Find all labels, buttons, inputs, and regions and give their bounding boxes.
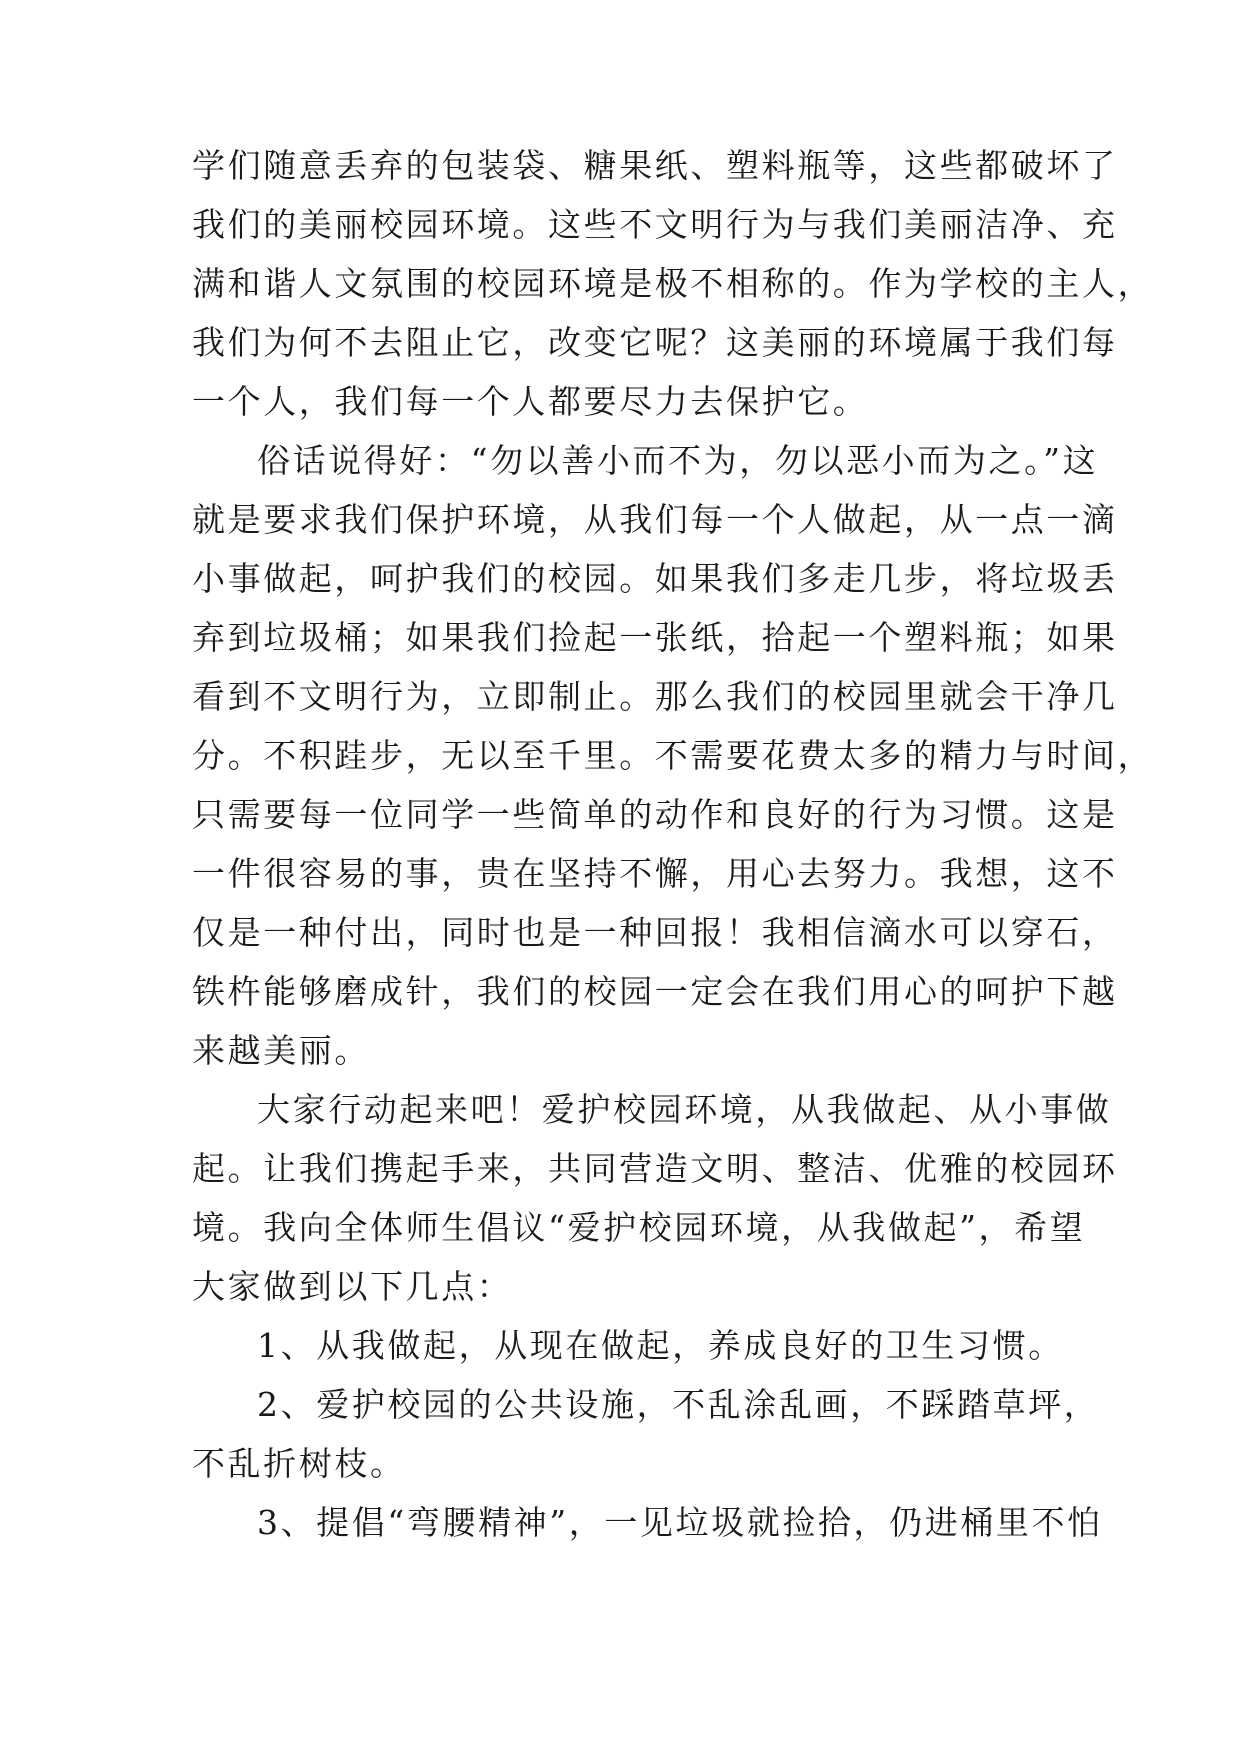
text-line: 我们为何不去阻止它，改变它呢？这美丽的环境属于我们每 [192,323,1118,362]
text-line: 小事做起，呵护我们的校园。如果我们多走几步，将垃圾丢 [192,559,1118,598]
paragraph-first-line: 俗话说得好：“勿以善小而不为，勿以恶小而为之。”这 [257,441,1099,480]
text-line: 起。让我们携起手来，共同营造文明、整洁、优雅的校园环 [192,1149,1118,1188]
text-line: 来越美丽。 [192,1031,370,1070]
text-line: 满和谐人文氛围的校园环境是极不相称的。作为学校的主人， [192,264,1154,303]
list-item-2-continuation: 不乱折树枝。 [192,1444,406,1483]
text-line: 学们随意丢弃的包装袋、糖果纸、塑料瓶等，这些都破坏了 [192,146,1118,185]
text-line: 仅是一种付出，同时也是一种回报！我相信滴水可以穿石， [192,913,1118,952]
text-line: 铁杵能够磨成针，我们的校园一定会在我们用心的呵护下越 [192,972,1118,1011]
text-line: 只需要每一位同学一些简单的动作和良好的行为习惯。这是 [192,795,1118,834]
text-line: 一件很容易的事，贵在坚持不懈，用心去努力。我想，这不 [192,854,1118,893]
text-line: 一个人，我们每一个人都要尽力去保护它。 [192,382,869,421]
list-item-3: 3、提倡“弯腰精神”，一见垃圾就捡拾，仍进桶里不怕 [257,1503,1103,1542]
text-line: 境。我向全体师生倡议“爱护校园环境，从我做起”，希望 [192,1208,1086,1247]
text-line: 弃到垃圾桶；如果我们捡起一张纸，拾起一个塑料瓶；如果 [192,618,1118,657]
text-line: 看到不文明行为，立即制止。那么我们的校园里就会干净几 [192,677,1118,716]
text-line: 分。不积跬步，无以至千里。不需要花费太多的精力与时间， [192,736,1154,775]
list-item-2: 2、爱护校园的公共设施，不乱涂乱画，不踩踏草坪， [257,1385,1100,1424]
text-line: 我们的美丽校园环境。这些不文明行为与我们美丽洁净、充 [192,205,1118,244]
text-line: 大家做到以下几点： [192,1267,513,1306]
paragraph-first-line: 大家行动起来吧！爱护校园环境，从我做起、从小事做 [257,1090,1112,1129]
list-item-1: 1、从我做起，从现在做起，养成良好的卫生习惯。 [257,1326,1064,1365]
text-line: 就是要求我们保护环境，从我们每一个人做起，从一点一滴 [192,500,1118,539]
